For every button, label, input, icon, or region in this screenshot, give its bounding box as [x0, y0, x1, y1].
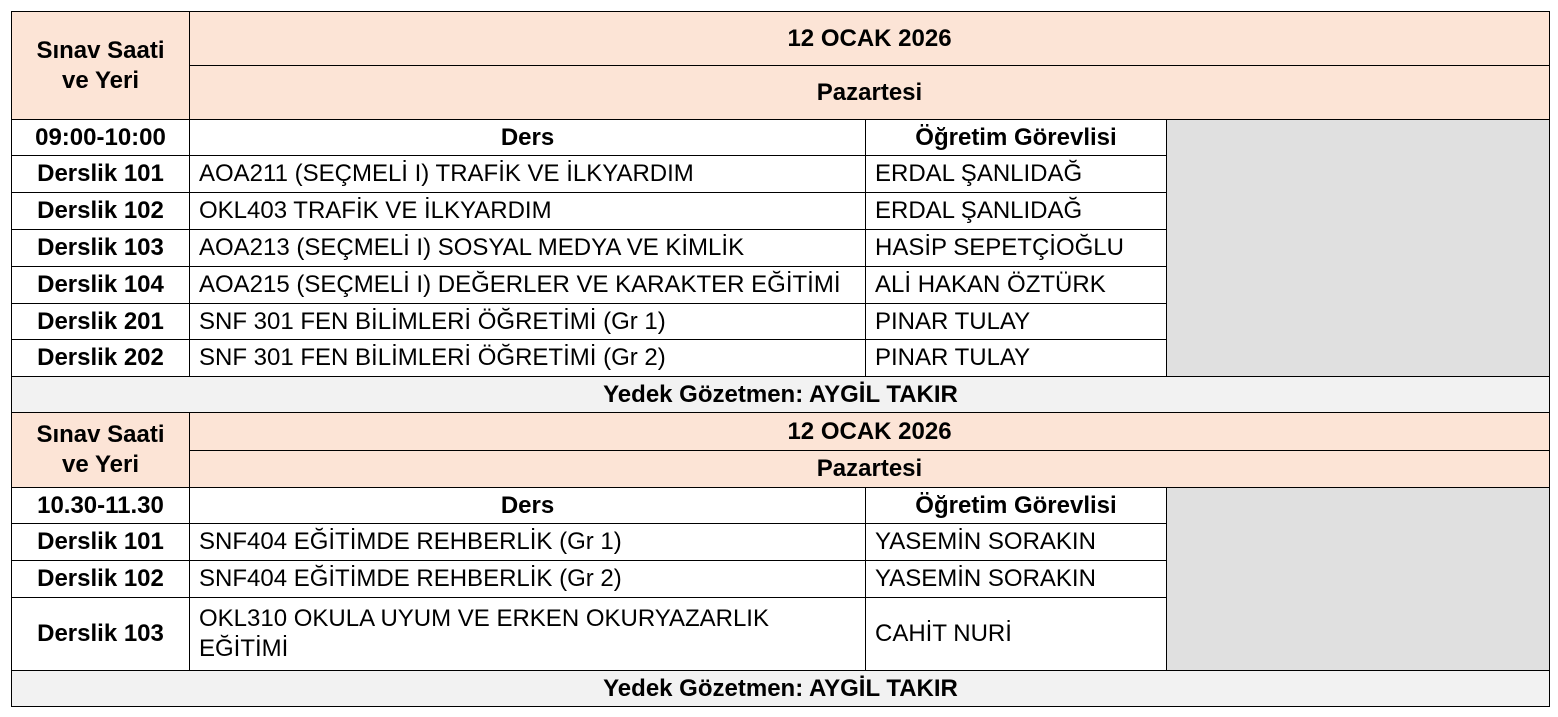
- instructor-cell: YASEMİN SORAKIN: [866, 561, 1167, 598]
- room-cell: Derslik 102: [12, 561, 190, 598]
- instructor-cell: PINAR TULAY: [866, 340, 1167, 377]
- course-cell: SNF 301 FEN BİLİMLERİ ÖĞRETİMİ (Gr 1): [190, 304, 866, 340]
- session-2-reserve-row: [12, 671, 1550, 707]
- session-1-day-row: [12, 66, 1550, 120]
- column-header-instructor: Öğretim Görevlisi: [866, 120, 1167, 156]
- exam-day: Pazartesi: [190, 66, 1550, 120]
- instructor-cell: ERDAL ŞANLIDAĞ: [866, 156, 1167, 193]
- instructor-cell: YASEMİN SORAKIN: [866, 524, 1167, 561]
- exam-date: 12 OCAK 2026: [190, 413, 1550, 451]
- exam-time-place-label: Sınav Saati ve Yeri: [12, 12, 190, 120]
- room-cell: Derslik 202: [12, 340, 190, 377]
- room-cell: Derslik 201: [12, 304, 190, 340]
- room-cell: Derslik 104: [12, 267, 190, 304]
- course-cell: SNF 301 FEN BİLİMLERİ ÖĞRETİMİ (Gr 2): [190, 340, 866, 377]
- course-cell: SNF404 EĞİTİMDE REHBERLİK (Gr 2): [190, 561, 866, 598]
- room-cell: Derslik 101: [12, 156, 190, 193]
- instructor-cell: PINAR TULAY: [866, 304, 1167, 340]
- reserve-proctor: Yedek Gözetmen: AYGİL TAKIR: [12, 671, 1550, 707]
- column-header-course: Ders: [190, 120, 866, 156]
- session-1-date-row: [12, 12, 1550, 66]
- course-cell: AOA211 (SEÇMELİ I) TRAFİK VE İLKYARDIM: [190, 156, 866, 193]
- course-cell: OKL310 OKULA UYUM VE ERKEN OKURYAZARLIK EĞİTİMİ: [190, 598, 866, 671]
- session-1-reserve-row: [12, 377, 1550, 413]
- session-2-date-row: [12, 413, 1550, 451]
- room-cell: Derslik 103: [12, 230, 190, 267]
- exam-time: 10.30-11.30: [12, 488, 190, 524]
- column-header-instructor: Öğretim Görevlisi: [866, 488, 1167, 524]
- instructor-cell: HASİP SEPETÇİOĞLU: [866, 230, 1167, 267]
- empty-filler-cell: [1167, 120, 1550, 377]
- reserve-proctor: Yedek Gözetmen: AYGİL TAKIR: [12, 377, 1550, 413]
- course-cell: OKL403 TRAFİK VE İLKYARDIM: [190, 193, 866, 230]
- course-cell: AOA213 (SEÇMELİ I) SOSYAL MEDYA VE KİMLİK: [190, 230, 866, 267]
- exam-time-place-label: Sınav Saati ve Yeri: [12, 413, 190, 488]
- session-2-column-header-row: [12, 488, 1550, 524]
- room-cell: Derslik 101: [12, 524, 190, 561]
- instructor-cell: CAHİT NURİ: [866, 598, 1167, 671]
- session-1-column-header-row: [12, 120, 1550, 156]
- exam-date: 12 OCAK 2026: [190, 12, 1550, 66]
- exam-day: Pazartesi: [190, 451, 1550, 488]
- room-cell: Derslik 103: [12, 598, 190, 671]
- instructor-cell: ALİ HAKAN ÖZTÜRK: [866, 267, 1167, 304]
- course-cell: AOA215 (SEÇMELİ I) DEĞERLER VE KARAKTER EĞİTİMİ: [190, 267, 866, 304]
- room-cell: Derslik 102: [12, 193, 190, 230]
- session-2-day-row: [12, 451, 1550, 488]
- empty-filler-cell: [1167, 488, 1550, 671]
- exam-time: 09:00-10:00: [12, 120, 190, 156]
- instructor-cell: ERDAL ŞANLIDAĞ: [866, 193, 1167, 230]
- course-cell: SNF404 EĞİTİMDE REHBERLİK (Gr 1): [190, 524, 866, 561]
- column-header-course: Ders: [190, 488, 866, 524]
- exam-schedule-table: [11, 11, 1550, 707]
